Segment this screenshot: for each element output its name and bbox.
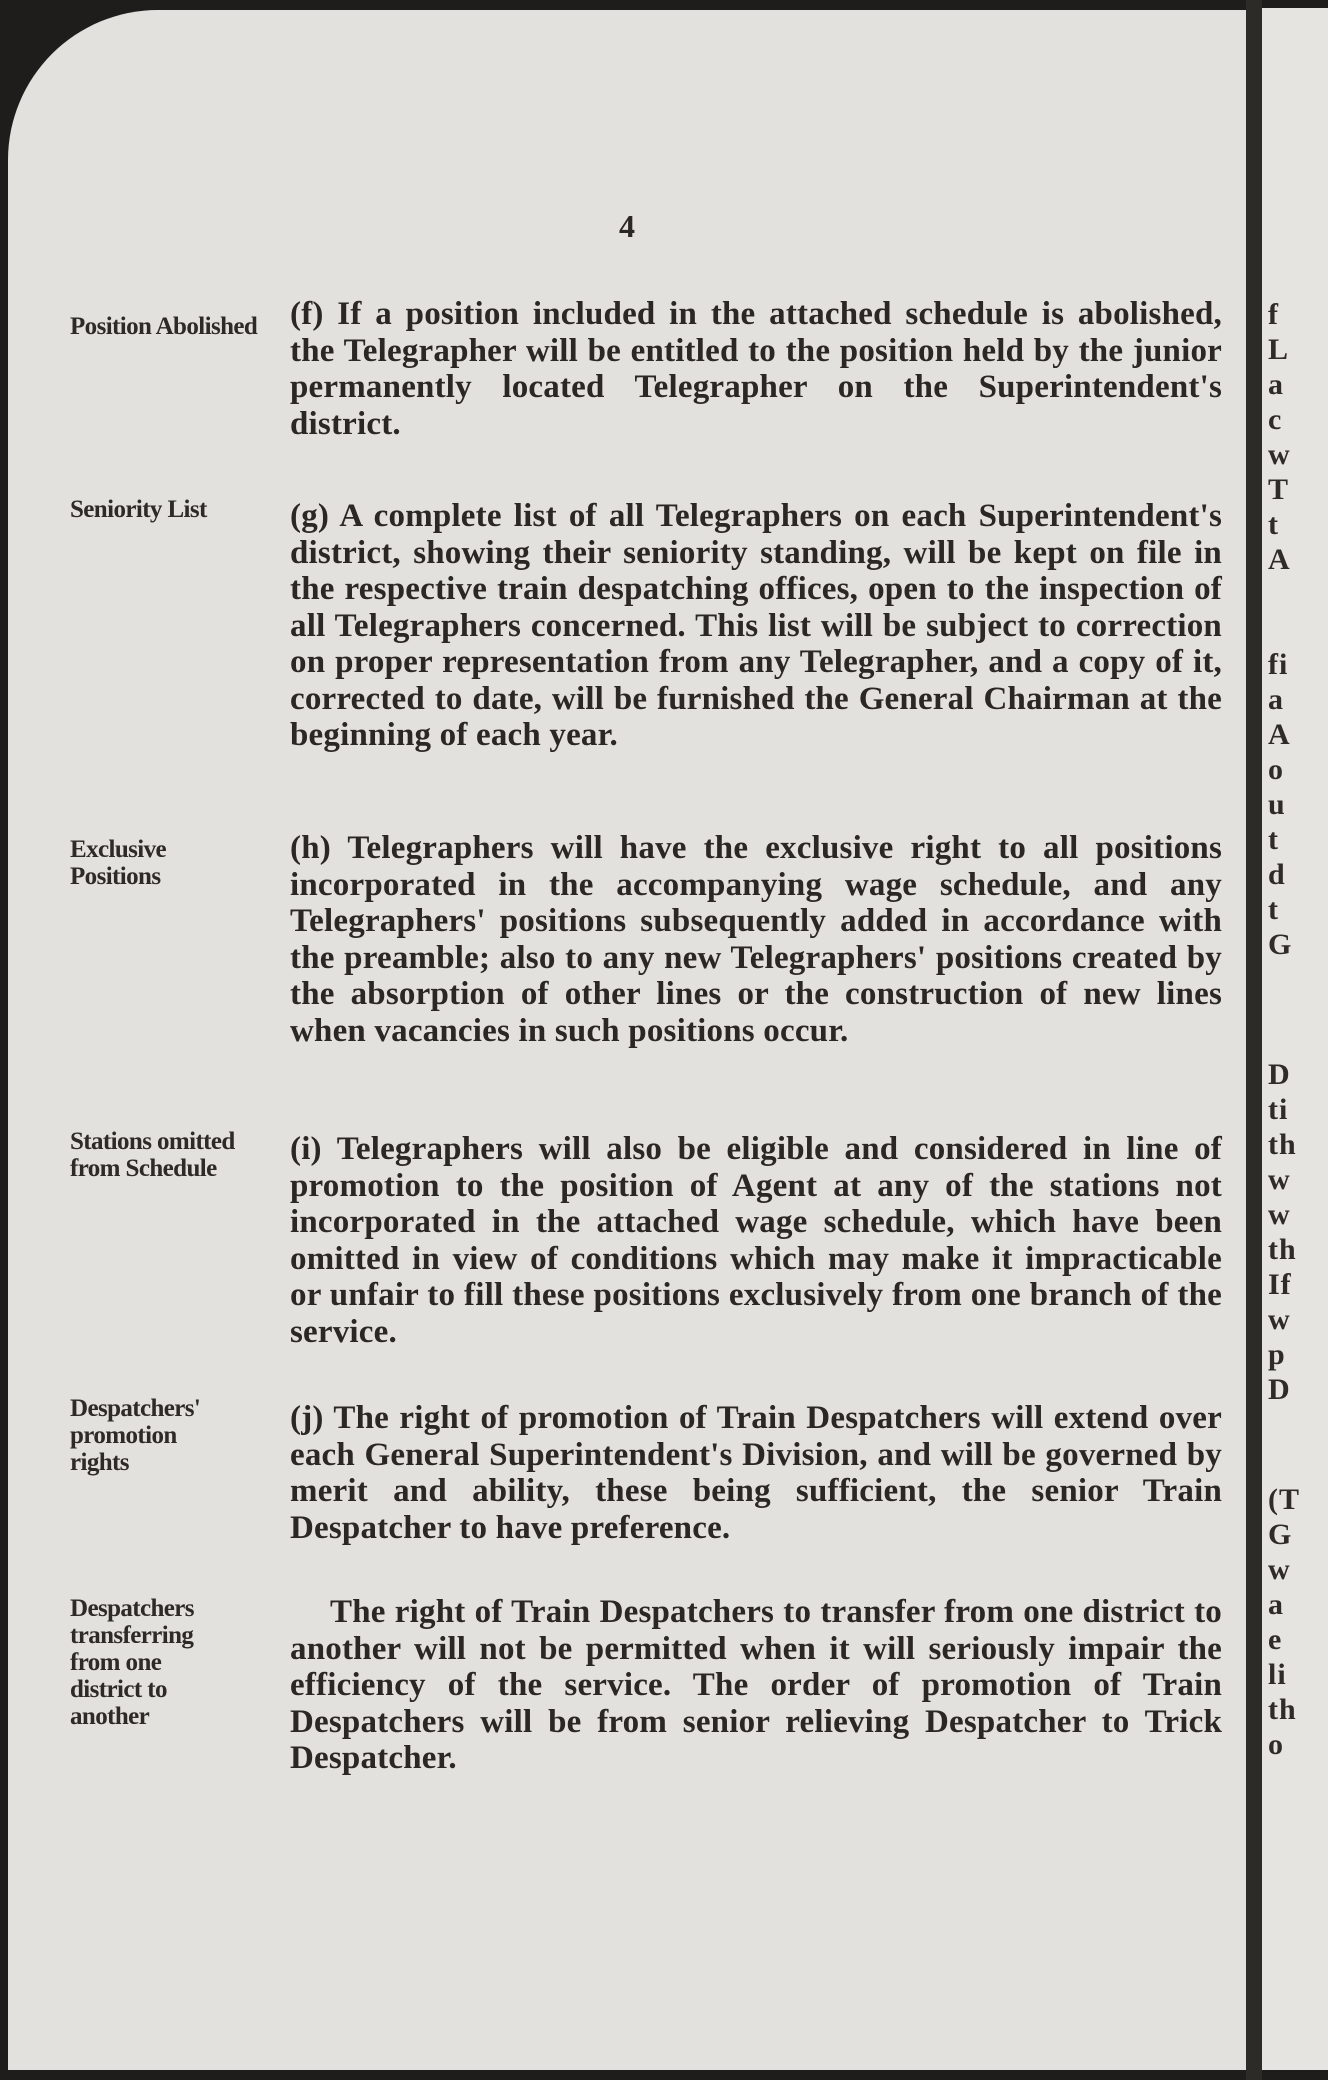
- facing-page-fragment: o: [1268, 753, 1284, 786]
- facing-page-fragment: e: [1268, 1623, 1283, 1656]
- facing-page-fragment: L: [1268, 333, 1290, 366]
- margin-note-stations-omitted: Stations omitted from Schedule: [70, 1128, 235, 1182]
- facing-page-fragment: th: [1268, 1233, 1297, 1266]
- facing-page-fragment: T: [1268, 473, 1290, 506]
- page-number: 4: [619, 208, 635, 244]
- facing-page-fragment: t: [1268, 893, 1279, 926]
- facing-page-fragment: G: [1268, 928, 1293, 961]
- paragraph-j: (j) The right of promotion of Train Despatchers will extend over each General Superintendent's Division, and will be governed by merit and ability, these being sufficient, the senior Train Despatcher to have preference.: [290, 1400, 1222, 1546]
- facing-page-fragment: th: [1268, 1128, 1297, 1161]
- margin-note-despatchers-transferring: Despatchers transferring from one district to another: [70, 1595, 194, 1730]
- paragraph-i: (i) Telegraphers will also be eligible and considered in line of promotion to the position of Agent at any of the stations not incorporated in the attached wage schedule, which have been omitted in view of conditions which may make it impracticable or unfair to fill these positions exclusively from one branch of the service.: [290, 1131, 1222, 1350]
- margin-note-exclusive-positions: Exclusive Positions: [70, 836, 166, 890]
- facing-page-fragment: If: [1268, 1268, 1292, 1301]
- paragraph-h: (h) Telegraphers will have the exclusive right to all positions incorporated in the accompanying wage schedule, and any Telegraphers' positions subsequently added in accordance with the preamble; also to any new Telegraphers' positions created by the absorption of other lines or the construction of new lines when vacancies in such positions occur.: [290, 830, 1222, 1049]
- facing-page-fragment: a: [1268, 368, 1284, 401]
- facing-page-fragment: w: [1268, 1303, 1291, 1336]
- book-binding: [1246, 0, 1262, 2080]
- facing-page-fragment: a: [1268, 683, 1284, 716]
- facing-page-fragment: t: [1268, 823, 1279, 856]
- facing-page-fragment: w: [1268, 1163, 1291, 1196]
- facing-page-fragment: u: [1268, 788, 1286, 821]
- facing-page-fragment: G: [1268, 1518, 1293, 1551]
- facing-page-edge: [1262, 8, 1328, 2070]
- facing-page-fragment: ti: [1268, 1093, 1289, 1126]
- facing-page-fragment: li: [1268, 1658, 1287, 1691]
- facing-page-fragment: p: [1268, 1338, 1286, 1371]
- facing-page-fragment: w: [1268, 438, 1291, 471]
- facing-page-fragment: c: [1268, 403, 1283, 436]
- facing-page-fragment: w: [1268, 1198, 1291, 1231]
- facing-page-fragment: f: [1268, 298, 1279, 331]
- paragraph-transfer: The right of Train Despatchers to transfer from one district to another will not be permitted when it will seriously impair the efficiency of the service. The order of promotion of Train Despatchers will be from senior relieving Despatcher to Trick Despatcher.: [290, 1594, 1222, 1776]
- book-page: [8, 10, 1246, 2070]
- facing-page-fragment: a: [1268, 1588, 1284, 1621]
- facing-page-fragment: th: [1268, 1693, 1297, 1726]
- facing-page-fragment: fi: [1268, 648, 1289, 681]
- facing-page-fragment: o: [1268, 1728, 1284, 1761]
- facing-page-fragment: D: [1268, 1373, 1291, 1406]
- paragraph-g: (g) A complete list of all Telegraphers on each Superintendent's district, showing their seniority standing, will be kept on file in the respective train despatching offices, open to the inspection of all Telegraphers concerned. This list will be subject to correction on proper representation from any Telegrapher, and a copy of it, corrected to date, will be furnished the General Chairman at the beginning of each year.: [290, 498, 1222, 753]
- facing-page-fragment: (T: [1268, 1483, 1300, 1516]
- paragraph-f: (f) If a position included in the attached schedule is abolished, the Telegrapher will be entitled to the position held by the junior permanently located Telegrapher on the Superintendent's district.: [290, 296, 1222, 442]
- margin-note-position-abolished: Position Abolished: [70, 313, 258, 340]
- facing-page-fragment: d: [1268, 858, 1286, 891]
- facing-page-fragment: t: [1268, 508, 1279, 541]
- margin-note-seniority-list: Seniority List: [70, 496, 207, 523]
- facing-page-fragment: A: [1268, 718, 1291, 751]
- facing-page-fragment: A: [1268, 543, 1291, 576]
- margin-note-despatchers-promotion: Despatchers' promotion rights: [70, 1395, 201, 1476]
- facing-page-fragment: w: [1268, 1553, 1291, 1586]
- facing-page-fragment: D: [1268, 1058, 1291, 1091]
